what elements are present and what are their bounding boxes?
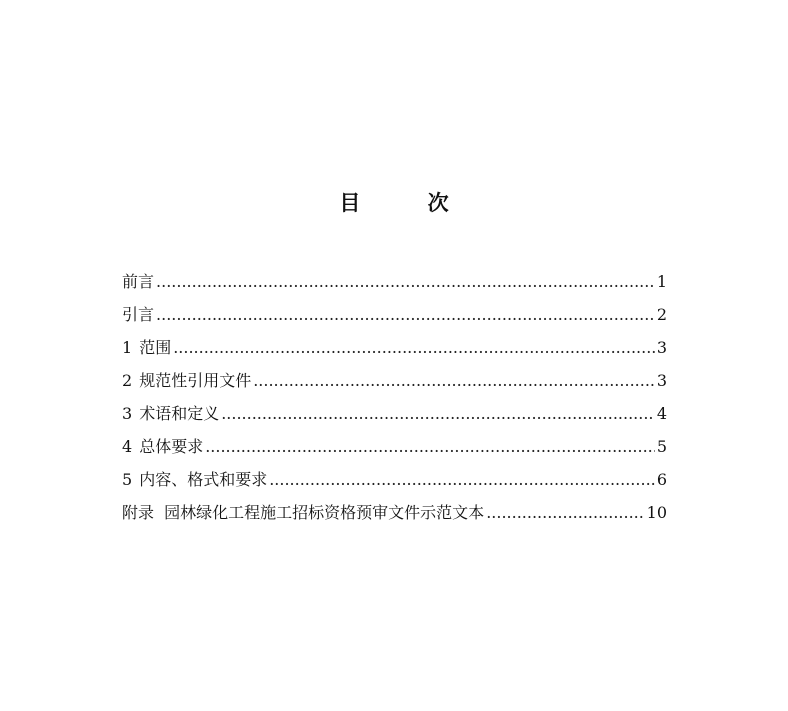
- toc-entry-scope[interactable]: [122, 331, 667, 364]
- toc-leader-dots: [156, 265, 655, 298]
- toc-entry-number: 5: [122, 470, 133, 489]
- toc-entry-page: 3: [656, 371, 667, 390]
- toc-leader-dots: [221, 397, 655, 430]
- toc-entry-label: 范围: [139, 338, 172, 357]
- toc-entry-number: 2: [122, 371, 133, 390]
- toc-entry-page: 2: [656, 305, 667, 324]
- toc-entry-page: 4: [656, 404, 667, 423]
- toc-leader-dots: [253, 364, 655, 397]
- toc-entry-label: 术语和定义: [139, 404, 220, 423]
- toc-entry-label: 内容、格式和要求: [139, 470, 268, 489]
- toc-entry-page: 6: [656, 470, 667, 489]
- toc-leader-dots: [269, 463, 655, 496]
- toc-entry-page: 10: [646, 503, 667, 522]
- toc-entry-label: 总体要求: [139, 437, 204, 456]
- toc-entry-normative-references[interactable]: [122, 364, 667, 397]
- toc-entry-introduction[interactable]: [122, 298, 667, 331]
- toc-entry-page: 3: [656, 338, 667, 357]
- toc-entry-general-requirements[interactable]: [122, 430, 667, 463]
- toc-leader-dots: [486, 496, 644, 529]
- toc-entry-number: 4: [122, 437, 133, 456]
- toc-entry-label: 前言: [122, 272, 155, 291]
- toc-entry-appendix[interactable]: [122, 496, 667, 529]
- toc-list: [122, 265, 667, 529]
- toc-entry-label: 附录 园林绿化工程施工招标资格预审文件示范文本: [122, 503, 485, 522]
- toc-leader-dots: [173, 331, 655, 364]
- toc-entry-terms-definitions[interactable]: [122, 397, 667, 430]
- toc-entry-number: 3: [122, 404, 133, 423]
- toc-entry-content-format[interactable]: [122, 463, 667, 496]
- toc-leader-dots: [156, 298, 655, 331]
- toc-entry-page: 1: [656, 272, 667, 291]
- toc-entry-label: 规范性引用文件: [139, 371, 252, 390]
- toc-entry-page: 5: [656, 437, 667, 456]
- toc-entry-label: 引言: [122, 305, 155, 324]
- toc-title: 目 次: [339, 191, 479, 215]
- toc-entry-preface[interactable]: [122, 265, 667, 298]
- toc-leader-dots: [205, 430, 655, 463]
- toc-entry-number: 1: [122, 338, 133, 357]
